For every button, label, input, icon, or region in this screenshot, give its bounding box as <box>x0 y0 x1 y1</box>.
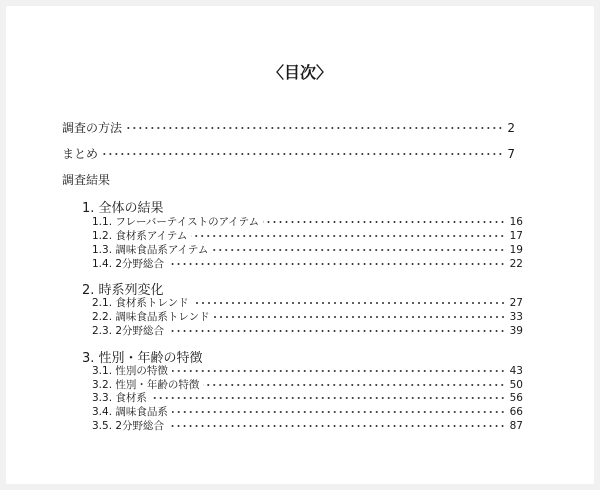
toc-page: 66 <box>509 406 523 418</box>
toc-subentry[interactable] <box>92 323 523 338</box>
toc-label: 2.2. 調味食品系トレンド <box>92 311 210 323</box>
toc-label: 1.2. 食材系アイテム <box>92 230 188 242</box>
dot-leader <box>172 370 506 372</box>
toc-label: 2.3. 2分野総合 <box>92 325 165 337</box>
dot-leader <box>193 302 506 304</box>
toc-subentry[interactable] <box>92 390 523 405</box>
dot-leader <box>263 221 506 223</box>
toc-subentry[interactable] <box>92 228 523 243</box>
toc-page: 22 <box>509 258 523 270</box>
results-heading <box>62 171 515 188</box>
toc-label: まとめ <box>62 147 99 161</box>
toc-subentry[interactable] <box>92 363 523 378</box>
toc-label: 1.1. フレーバーテイストのアイテム <box>92 216 260 228</box>
section-heading[interactable]: 1. 全体の結果 <box>82 201 164 216</box>
toc-subentry[interactable] <box>92 404 523 419</box>
dot-leader <box>168 263 506 265</box>
dot-leader <box>203 384 505 386</box>
toc-label: 1.3. 調味食品系アイテム <box>92 244 209 256</box>
toc-page: 56 <box>509 392 523 404</box>
toc-label: 3.2. 性別・年齢の特徴 <box>92 379 200 391</box>
toc-page: 87 <box>509 420 523 432</box>
dot-leader <box>214 316 506 318</box>
dot-leader <box>212 249 505 251</box>
dot-leader <box>126 127 503 129</box>
toc-label: 3.5. 2分野総合 <box>92 420 165 432</box>
toc-subentry[interactable] <box>92 295 523 310</box>
dot-leader <box>102 153 503 155</box>
toc-subentry[interactable] <box>92 242 523 257</box>
toc-label: 3.3. 食材系 <box>92 392 147 404</box>
section-heading[interactable]: 3. 性別・年齢の特徴 <box>82 351 203 366</box>
toc-page: 43 <box>509 365 523 377</box>
toc-subentry[interactable] <box>92 309 523 324</box>
toc-label: 2.1. 食材系トレンド <box>92 297 189 309</box>
toc-subentry[interactable] <box>92 256 523 271</box>
toc-page: 27 <box>509 297 523 309</box>
dot-leader <box>168 330 506 332</box>
toc-subentry[interactable] <box>92 418 523 433</box>
section-heading[interactable]: 2. 時系列変化 <box>82 283 164 298</box>
toc-page: 19 <box>509 244 523 256</box>
dot-leader <box>168 425 506 427</box>
toc-page: 2 <box>507 121 515 135</box>
toc-label: 調査の方法 <box>62 121 123 135</box>
dot-leader <box>151 397 506 399</box>
toc-subentry[interactable] <box>92 214 523 229</box>
results-heading-label: 調査結果 <box>62 173 111 187</box>
toc-page: 50 <box>509 379 523 391</box>
toc-label: 3.1. 性別の特徴 <box>92 365 168 377</box>
toc-page: 33 <box>509 311 523 323</box>
dot-leader <box>191 235 505 237</box>
toc-label: 3.4. 調味食品系 <box>92 406 168 418</box>
toc-entry[interactable] <box>62 119 515 136</box>
toc-page: 17 <box>509 230 523 242</box>
toc-page: 16 <box>509 216 523 228</box>
toc-entry[interactable] <box>62 145 515 162</box>
dot-leader <box>172 411 506 413</box>
toc-page: 39 <box>509 325 523 337</box>
toc-page: 7 <box>507 147 515 161</box>
page-title: 〈目次〉 <box>267 63 332 82</box>
toc-label: 1.4. 2分野総合 <box>92 258 165 270</box>
